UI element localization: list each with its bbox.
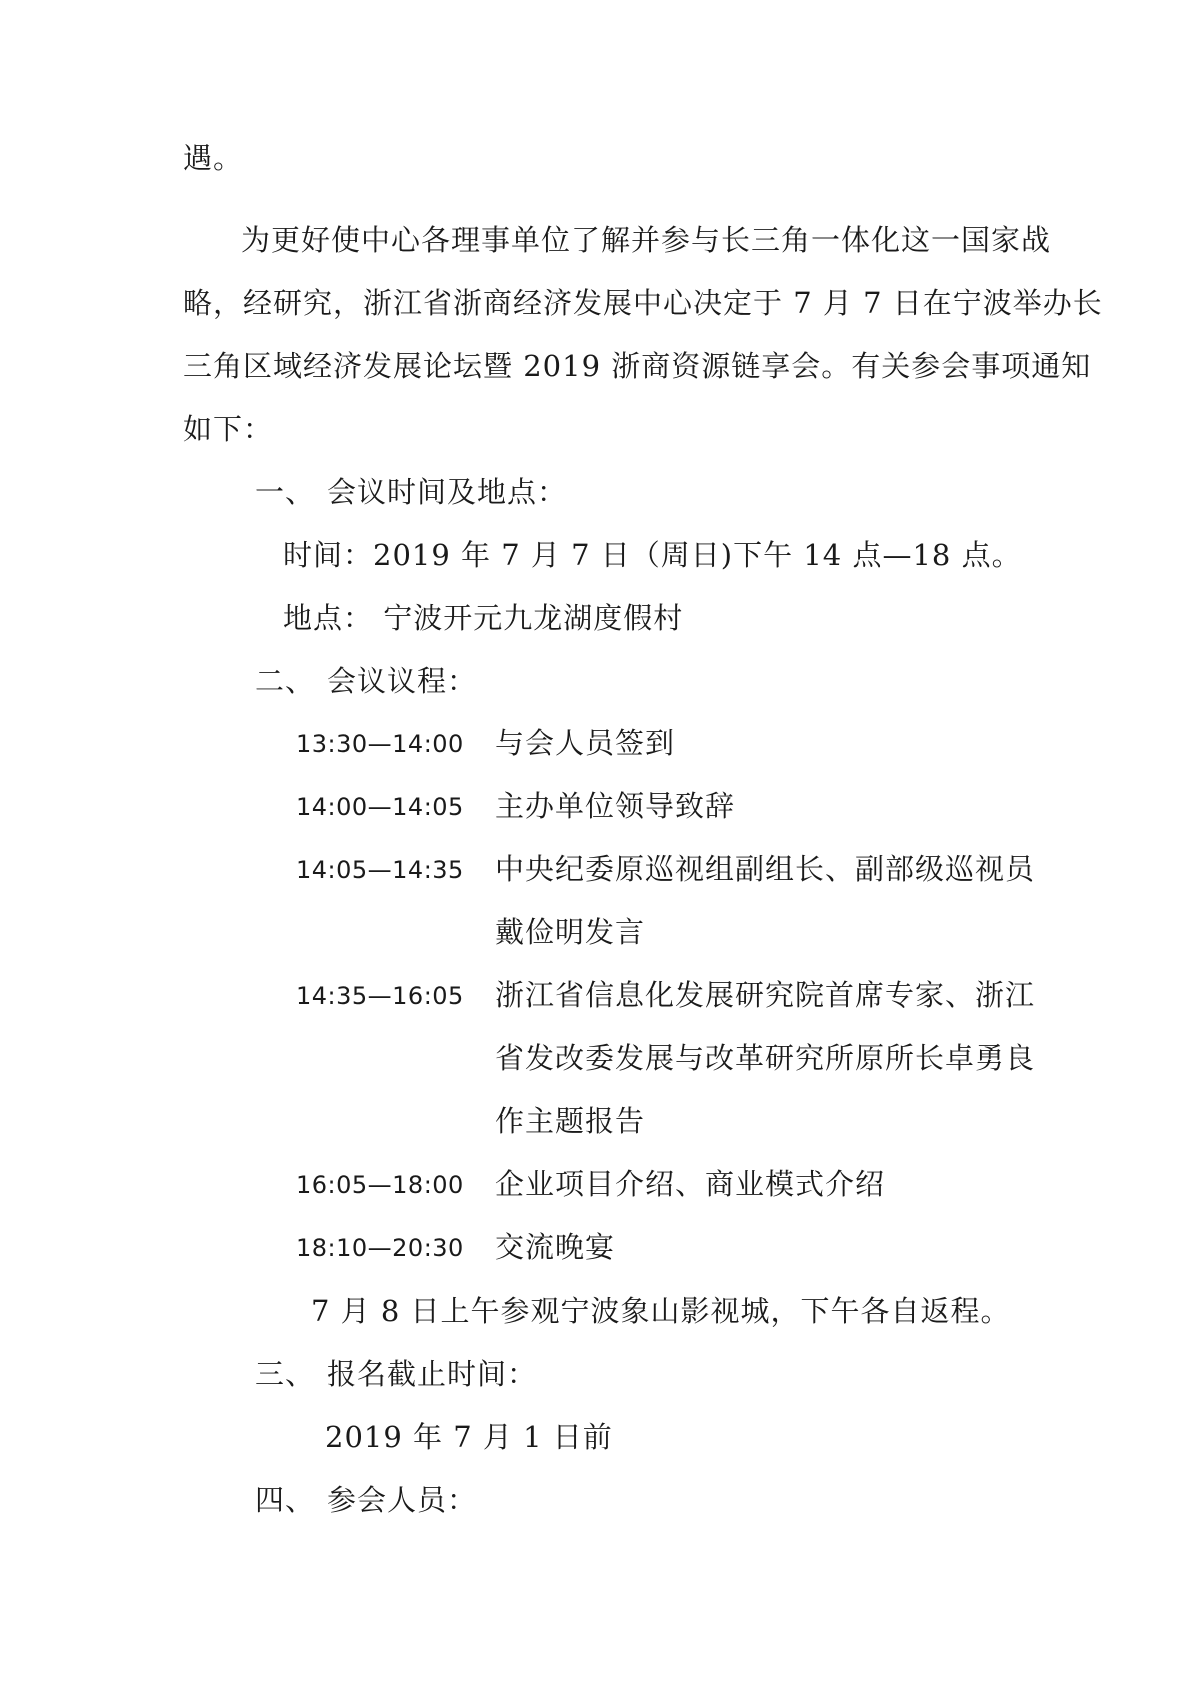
agenda-time: 16:05—18:00 bbox=[296, 1171, 464, 1199]
intro-line-1: 为更好使中心各理事单位了解并参与长三角一体化这一国家战 bbox=[241, 223, 1052, 257]
intro-line-3: 三角区域经济发展论坛暨 2019 浙商资源链享会。有关参会事项通知 bbox=[183, 349, 1092, 383]
deadline-line: 2019 年 7 月 1 日前 bbox=[325, 1420, 613, 1454]
agenda-desc: 企业项目介绍、商业模式介绍 bbox=[495, 1167, 886, 1201]
section-number: 四、 bbox=[255, 1483, 316, 1517]
section-number: 一、 bbox=[255, 475, 316, 509]
section-heading-4 bbox=[255, 1480, 477, 1520]
agenda-time: 14:35—16:05 bbox=[296, 982, 464, 1010]
agenda-desc: 主办单位领导致辞 bbox=[495, 789, 736, 823]
agenda-time: 13:30—14:00 bbox=[296, 730, 464, 758]
section-title: 会议议程： bbox=[327, 664, 478, 698]
continuation-text: 遇。 bbox=[183, 141, 244, 175]
agenda-desc: 中央纪委原巡视组副组长、副部级巡视员戴俭明发言 bbox=[495, 852, 1036, 949]
section-number: 三、 bbox=[255, 1357, 316, 1391]
section-title: 参会人员： bbox=[327, 1483, 478, 1517]
visit-line: 7 月 8 日上午参观宁波象山影视城，下午各自返程。 bbox=[311, 1294, 1011, 1328]
intro-line-4: 如下： bbox=[183, 412, 274, 446]
meeting-time-line: 时间：2019 年 7 月 7 日（周日)下午 14 点—18 点。 bbox=[283, 538, 1022, 572]
agenda-desc: 与会人员签到 bbox=[495, 726, 676, 760]
section-heading-3 bbox=[255, 1354, 537, 1394]
section-heading-1 bbox=[255, 472, 567, 512]
agenda-time: 14:00—14:05 bbox=[296, 793, 464, 821]
section-heading-2 bbox=[255, 661, 477, 701]
agenda-desc: 浙江省信息化发展研究院首席专家、浙江省发改委发展与改革研究所原所长卓勇良作主题报告 bbox=[495, 978, 1036, 1138]
agenda-time: 14:05—14:35 bbox=[296, 856, 464, 884]
intro-line-2: 略，经研究，浙江省浙商经济发展中心决定于 7 月 7 日在宁波举办长 bbox=[183, 286, 1103, 320]
agenda-desc: 交流晚宴 bbox=[495, 1230, 616, 1264]
section-number: 二、 bbox=[255, 664, 316, 698]
meeting-place-line: 地点： 宁波开元九龙湖度假村 bbox=[283, 601, 684, 635]
section-title: 会议时间及地点： bbox=[327, 475, 568, 509]
agenda-time: 18:10—20:30 bbox=[296, 1234, 464, 1262]
section-title: 报名截止时间： bbox=[327, 1357, 538, 1391]
